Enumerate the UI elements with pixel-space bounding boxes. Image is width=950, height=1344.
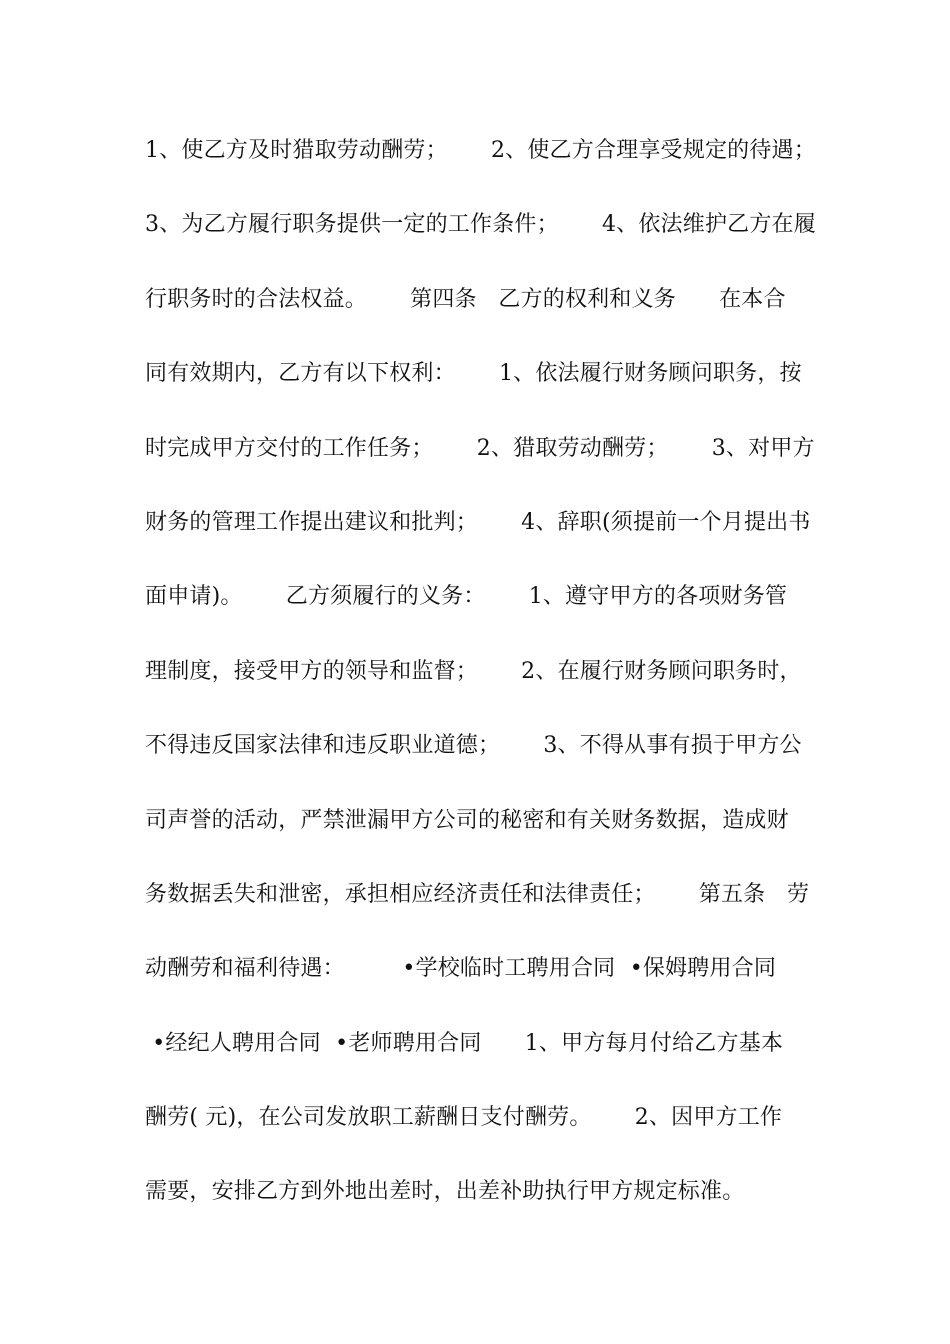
document-body [145, 131, 815, 1247]
text-line-12: 动酬劳和福利待遇： •学校临时工聘用合同 •保姆聘用合同 [145, 956, 777, 982]
text-line-7: 面申请)。 乙方须履行的义务： 1、遵守甲方的各项财务管 [145, 584, 788, 610]
text-line-8: 理制度，接受甲方的领导和监督； 2、在履行财务顾问职务时， [145, 658, 802, 684]
text-line-15: 需要，安排乙方到外地出差时，出差补助执行甲方规定标准。 [145, 1179, 745, 1205]
text-line-14: 酬劳( 元)，在公司发放职工薪酬日支付酬劳。 2、因甲方工作 [145, 1105, 783, 1131]
text-line-2: 3、为乙方履行职务提供一定的工作条件； 4、依法维护乙方在履 [145, 212, 816, 238]
text-line-10: 司声誉的活动，严禁泄漏甲方公司的秘密和有关财务数据，造成财 [145, 807, 789, 833]
text-line-5: 时完成甲方交付的工作任务； 2、猎取劳动酬劳； 3、对甲方 [145, 435, 815, 461]
text-line-3: 行职务时的合法权益。 第四条 乙方的权利和义务 在本合 [145, 286, 786, 312]
text-line-9: 不得违反国家法律和违反职业道德； 3、不得从事有损于甲方公 [145, 733, 802, 759]
text-line-6: 财务的管理工作提出建议和批判； 4、辞职(须提前一个月提出书 [145, 509, 811, 535]
text-line-11: 务数据丢失和泄密，承担相应经济责任和法律责任； 第五条 劳 [145, 881, 810, 907]
text-line-1: 1、使乙方及时猎取劳动酬劳； 2、使乙方合理享受规定的待遇； [145, 138, 816, 163]
text-line-4: 同有效期内，乙方有以下权利： 1、依法履行财务顾问职务，按 [145, 361, 802, 387]
text-line-13: •经纪人聘用合同 •老师聘用合同 1、甲方每月付给乙方基本 [145, 1030, 784, 1056]
